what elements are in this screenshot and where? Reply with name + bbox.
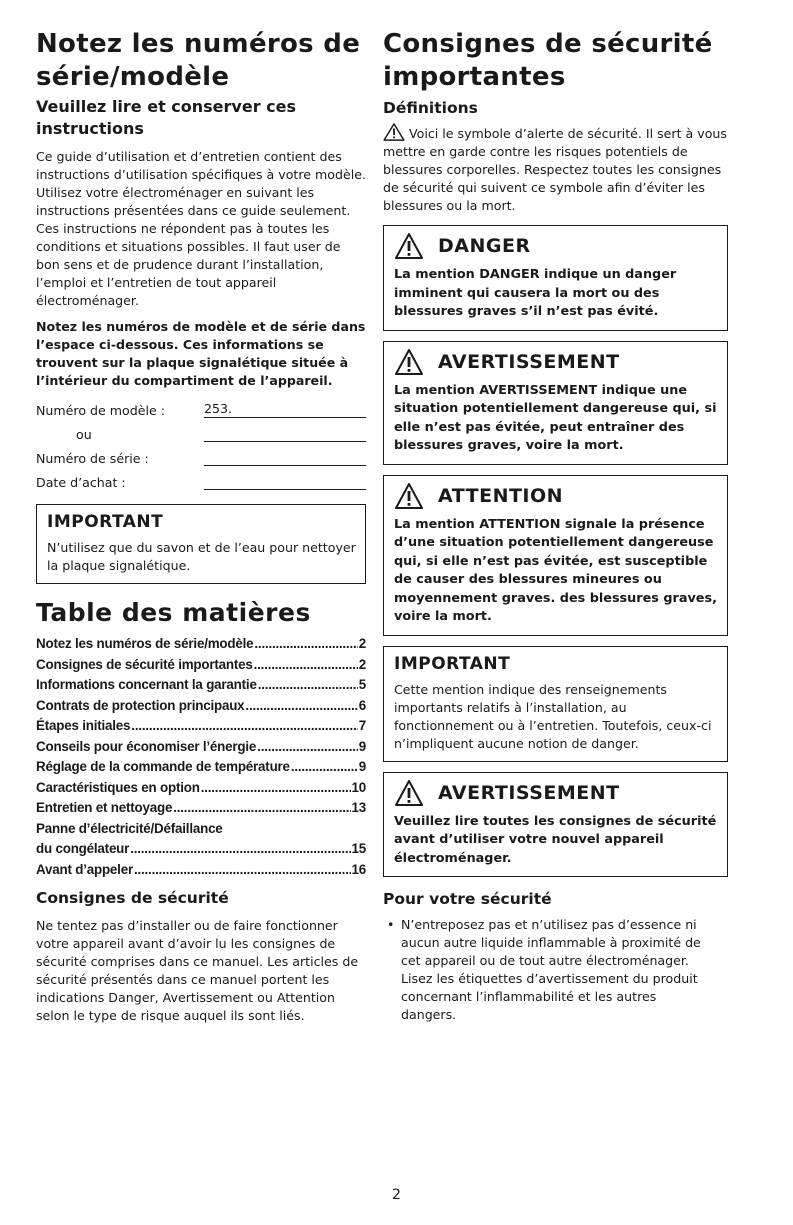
- toc-entry-title: Réglage de la commande de température: [36, 759, 290, 774]
- field-label: Numéro de série :: [36, 451, 149, 466]
- field-value: [204, 448, 366, 466]
- warning-header: [394, 348, 719, 376]
- toc-row[interactable]: [36, 860, 366, 881]
- record-fields: [36, 394, 366, 490]
- safety-paragraph: Ne tentez pas d’installer ou de faire fonctionner votre appareil avant d’avoir lu les consignes de sécurité comprises dans ce manuel. Les articles de sécurité présentés dans ce manuel portent les indications Danger, Avertissement ou Attention selon le type de risque auquel ils sont liés.: [36, 918, 359, 1023]
- toc-leader: [134, 860, 351, 881]
- definitions-text: Voici le symbole d’alerte de sécurité. Il sert à vous mettre en garde contre les risques potentiels de blessures corporelles. Respectez toutes les consignes de sécurité qui suivent ce symbole afin d’éviter les blessures ou la mort.: [383, 126, 727, 213]
- toc-row[interactable]: [36, 716, 366, 737]
- field-value: [204, 472, 366, 490]
- warning-title: AVERTISSEMENT: [438, 781, 620, 804]
- important-box-left: [36, 504, 366, 584]
- toc-leader: [245, 696, 357, 717]
- toc-leader: [173, 798, 350, 819]
- caution-header: [394, 482, 719, 510]
- toc-row[interactable]: [36, 839, 366, 860]
- or-field: [36, 418, 366, 442]
- important-text: N’utilisez que du savon et de l’eau pour nettoyer la plaque signalétique.: [47, 540, 356, 573]
- caution-title: ATTENTION: [438, 484, 564, 507]
- right-column: [383, 28, 728, 1024]
- bullet-dot: •: [387, 917, 395, 932]
- toc-leader: [291, 757, 358, 778]
- warning-box-read: [383, 772, 728, 878]
- danger-title: DANGER: [438, 235, 531, 257]
- toc-row[interactable]: [36, 778, 366, 799]
- note-model-serial: Notez les numéros de modèle et de série dans l’espace ci-dessous. Ces informations se trouvent sur la plaque signalétique située à l’intérieur du compartiment de l’appareil.: [36, 319, 366, 388]
- for-your-safety-heading: Pour votre sécurité: [383, 890, 552, 908]
- toc-page: 10: [351, 779, 366, 795]
- toc-page: 13: [351, 800, 366, 815]
- toc-entry-title: Caractéristiques en option: [36, 779, 200, 795]
- warning-triangle-icon: [394, 482, 424, 510]
- toc-entry-title: Notez les numéros de série/modèle: [36, 636, 254, 651]
- important-title: IMPORTANT: [47, 512, 164, 532]
- page-title-serial-model: Notez les numéros de série/modèle: [36, 29, 361, 92]
- safety-bullet: [383, 916, 728, 1024]
- intro-paragraph: Ce guide d’utilisation et d’entretien contient des instructions d’utilisation spécifiques à votre modèle. Utilisez votre électroménager en suivant les instructions présentées dans ce guide seulement. Ces instructions ne répondent pas à toutes les conditions et situations possibles. Il faut user de bon sens et de prudence durant l’installation, l’emploi et l’entretien de tout appareil électroménager.: [36, 149, 366, 308]
- toc-row[interactable]: [36, 675, 366, 696]
- toc-entry-title: Informations concernant la garantie: [36, 677, 257, 692]
- toc-leader: [258, 675, 358, 696]
- toc-page: 16: [351, 861, 366, 877]
- toc-page: 2: [358, 636, 366, 651]
- toc-leader: [201, 778, 351, 799]
- table-of-contents: [36, 634, 366, 880]
- toc-page: 9: [358, 738, 366, 754]
- danger-box: [383, 225, 728, 331]
- purchase-date-field: [36, 466, 366, 490]
- toc-entry-title: Conseils pour économiser l’énergie: [36, 738, 257, 754]
- toc-row[interactable]: [36, 757, 366, 778]
- warning-triangle-icon: [394, 779, 424, 807]
- warning-box: [383, 341, 728, 465]
- toc-page: 5: [358, 677, 366, 692]
- safety-heading: Consignes de sécurité: [36, 889, 229, 907]
- toc-entry-title: Consignes de sécurité importantes: [36, 656, 253, 672]
- caution-box: [383, 475, 728, 636]
- toc-entry-title: Panne d’électricité/Défaillance: [36, 820, 223, 836]
- page-title-safety: Consignes de sécurité importantes: [383, 29, 713, 92]
- field-label: Numéro de modèle :: [36, 403, 165, 418]
- field-label: ou: [76, 427, 92, 442]
- toc-entry-title: du congélateur: [36, 841, 130, 856]
- toc-leader: [254, 634, 357, 655]
- important-text: Cette mention indique des renseignements importants relatifs à l’installation, au fonctionnement ou à l’entretien. Toutefois, ceux-ci n’impliquent aucune notion de danger.: [394, 681, 712, 751]
- toc-page: 2: [358, 656, 366, 672]
- field-value: 253.: [204, 400, 366, 418]
- toc-page: 15: [351, 841, 366, 856]
- important-title: IMPORTANT: [394, 653, 511, 674]
- warning-text: Veuillez lire toutes les consignes de sécurité avant d’utiliser votre nouvel appareil électroménager.: [394, 813, 717, 866]
- important-box-right: [383, 646, 728, 762]
- danger-header: [394, 232, 719, 260]
- toc-page: 9: [358, 759, 366, 774]
- bullet-text: N’entreposez pas et n’utilisez pas d’essence ni aucun autre liquide inflammable à proximité de cet appareil ou de tout autre électroménager. Lisez les étiquettes d’avertissement du produit concernant l’inflammabilité et les autres dangers.: [401, 917, 701, 1022]
- subtitle-read-keep: Veuillez lire et conserver ces instructions: [36, 97, 297, 138]
- toc-leader: [131, 716, 357, 737]
- toc-leader: [130, 839, 350, 860]
- toc-row[interactable]: [36, 634, 366, 655]
- left-column: [36, 28, 366, 1025]
- field-value: [204, 424, 366, 442]
- toc-row[interactable]: [36, 737, 366, 758]
- danger-text: La mention DANGER indique un danger imminent qui causera la mort ou des blessures graves s’il n’est pas évité.: [394, 267, 677, 319]
- toc-row[interactable]: [36, 655, 366, 676]
- model-number-field: [36, 394, 366, 418]
- page-number: 2: [392, 1187, 401, 1203]
- toc-row[interactable]: [36, 696, 366, 717]
- serial-number-field: [36, 442, 366, 466]
- definitions-paragraph: [383, 123, 728, 215]
- warning-triangle-icon: [394, 232, 424, 260]
- warning-header: [394, 779, 719, 807]
- toc-entry-title: Entretien et nettoyage: [36, 800, 173, 815]
- warning-title: AVERTISSEMENT: [438, 350, 620, 373]
- field-label: Date d’achat :: [36, 475, 126, 490]
- toc-row[interactable]: [36, 819, 366, 840]
- warning-triangle-icon: [394, 348, 424, 376]
- toc-title: Table des matières: [36, 598, 311, 627]
- caution-text: La mention ATTENTION signale la présence d’une situation potentiellement dangereuse qui, si elle n’est pas évitée, est susceptible de causer des blessures mineures ou moyennement graves. des blessures graves, voire la mort.: [394, 516, 717, 624]
- toc-entry-title: Étapes initiales: [36, 718, 131, 733]
- toc-leader: [257, 737, 358, 758]
- toc-page: 7: [358, 718, 366, 733]
- warning-text: La mention AVERTISSEMENT indique une situation potentiellement dangereuse qui, si elle n’est pas évitée, peut entraîner des blessures graves, voire la mort.: [394, 382, 717, 453]
- safety-alert-icon: [383, 123, 405, 141]
- toc-entry-title: Contrats de protection principaux: [36, 697, 245, 713]
- toc-entry-title: Avant d’appeler: [36, 861, 133, 877]
- definitions-heading: Définitions: [383, 99, 478, 117]
- toc-row[interactable]: [36, 798, 366, 819]
- toc-leader: [254, 655, 358, 676]
- toc-page: 6: [358, 697, 366, 713]
